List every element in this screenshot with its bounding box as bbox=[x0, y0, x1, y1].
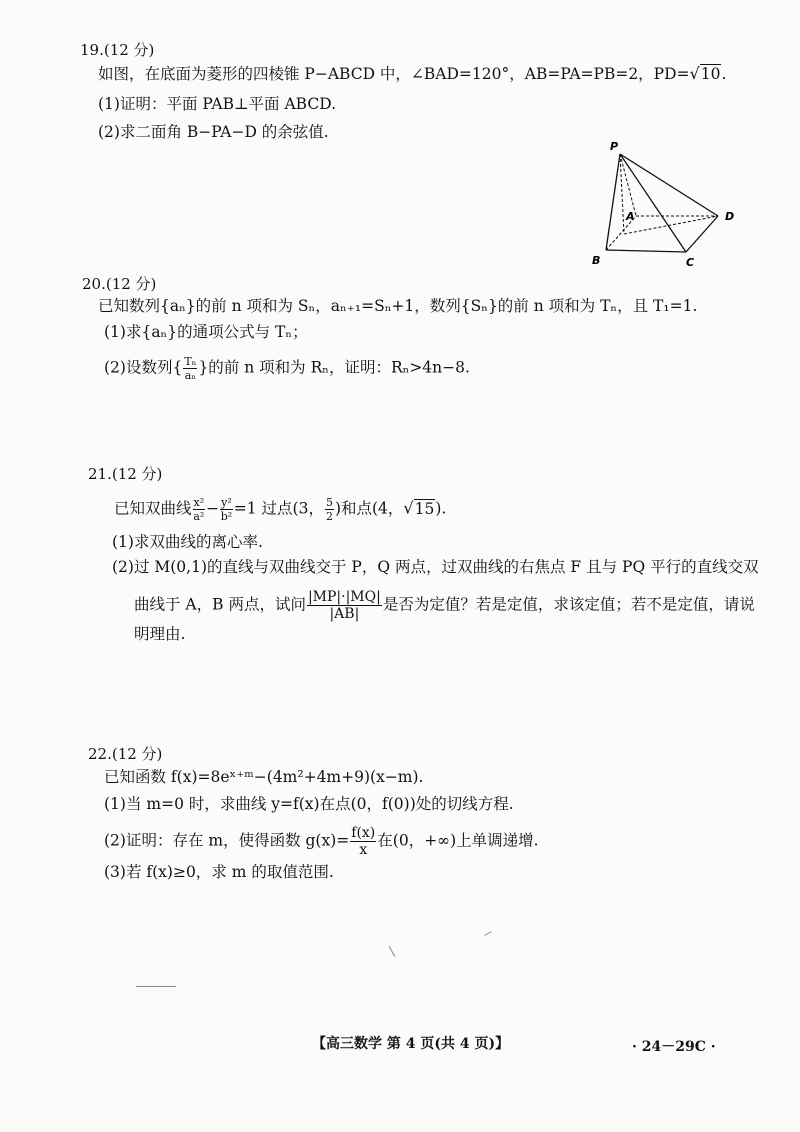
q20-stem: 已知数列{aₙ}的前 n 项和为 Sₙ，aₙ₊₁=Sₙ+1，数列{Sₙ}的前 n 项和为 Tₙ，且 T₁=1. bbox=[98, 297, 698, 315]
q21-frac-point-den: 2 bbox=[325, 510, 333, 523]
label-b: B bbox=[592, 254, 601, 267]
q20-fraction-num: Tₙ bbox=[184, 355, 197, 368]
q21-stem-c: )和点(4， bbox=[334, 499, 404, 518]
q22-fraction-den: x bbox=[359, 842, 368, 858]
q21-frac-y bbox=[220, 497, 233, 522]
footer-page-info: 【高三数学 第 4 页(共 4 页)】 bbox=[312, 1036, 510, 1052]
q21-stem bbox=[114, 497, 446, 522]
q21-stem-d: ). bbox=[435, 499, 447, 518]
q21-frac-x-den: a² bbox=[193, 510, 205, 523]
q19-sqrt-value: 10 bbox=[700, 65, 721, 83]
q19-stem bbox=[98, 64, 726, 84]
q19-number: 19.(12 分) bbox=[80, 41, 155, 59]
q22-part3: (3)若 f(x)≥0，求 m 的取值范围. bbox=[104, 863, 334, 881]
q20-part1: (1)求{aₙ}的通项公式与 Tₙ； bbox=[104, 323, 308, 341]
q21-stem-a: 已知双曲线 bbox=[114, 499, 192, 518]
q19-stem-end: . bbox=[721, 65, 727, 83]
q21-sqrt-value: 15 bbox=[414, 499, 435, 518]
label-c: C bbox=[686, 256, 695, 269]
footer-exam-code: · 24－29C · bbox=[632, 1039, 716, 1055]
scan-mark bbox=[389, 946, 396, 957]
q22-stem: 已知函数 f(x)=8eˣ⁺ᵐ−(4m²+4m+9)(x−m). bbox=[104, 768, 424, 786]
q21-ratio-num: |MP|·|MQ| bbox=[307, 589, 381, 605]
edge-bc bbox=[606, 250, 686, 252]
q22-number: 22.(12 分) bbox=[88, 745, 163, 763]
q21-stem-b: =1 过点(3， bbox=[233, 499, 324, 518]
q22-part2-b: 在(0，+∞)上单调递增. bbox=[377, 831, 539, 850]
q20-number: 20.(12 分) bbox=[82, 275, 157, 293]
q21-part2-line2-b: 是否为定值？若是定值，求该定值；若不是定值，请说 bbox=[382, 595, 755, 614]
q21-minus: − bbox=[206, 499, 220, 518]
q21-frac-point bbox=[325, 497, 334, 522]
q21-frac-x bbox=[193, 497, 206, 522]
q20-part2-b: }的前 n 项和为 Rₙ，证明：Rₙ>4n−8. bbox=[198, 358, 470, 377]
q21-part1: (1)求双曲线的离心率. bbox=[112, 533, 263, 551]
q20-part2-a: (2)设数列{ bbox=[104, 358, 183, 377]
q19-part1: (1)证明：平面 PAB⊥平面 ABCD. bbox=[98, 95, 337, 113]
q21-frac-point-num: 5 bbox=[325, 496, 333, 509]
q21-part2-line1: (2)过 M(0,1)的直线与双曲线交于 P，Q 两点，过双曲线的右焦点 F 且与 PQ 平行的直线交双 bbox=[112, 558, 759, 576]
q21-frac-x-num: x² bbox=[193, 496, 205, 509]
q21-ratio-fraction bbox=[307, 590, 382, 621]
q20-fraction-den: aₙ bbox=[184, 369, 197, 382]
q21-part2-line3: 明理由. bbox=[134, 625, 186, 643]
q21-frac-y-num: y² bbox=[221, 496, 232, 509]
scan-mark bbox=[484, 931, 491, 936]
q22-part2-a: (2)证明：存在 m，使得函数 g(x)= bbox=[104, 831, 350, 850]
q21-part2-line2 bbox=[134, 590, 755, 621]
q22-part2 bbox=[104, 826, 539, 857]
q21-ratio-den: |AB| bbox=[329, 606, 360, 622]
q19-stem-text: 如图，在底面为菱形的四棱锥 P−ABCD 中，∠BAD=120°，AB=PA=PB=2，PD= bbox=[98, 65, 690, 83]
q20-part2 bbox=[104, 356, 470, 381]
scan-mark bbox=[136, 986, 176, 987]
edge-pd bbox=[620, 154, 718, 216]
q21-frac-y-den: b² bbox=[220, 510, 233, 523]
edge-pc bbox=[620, 154, 686, 252]
q21-part2-line2-a: 曲线于 A，B 两点，试问 bbox=[134, 595, 306, 614]
q22-fraction bbox=[350, 826, 376, 857]
label-a: A bbox=[626, 210, 635, 223]
pyramid-figure bbox=[588, 140, 748, 270]
edge-pb bbox=[606, 154, 620, 250]
q22-part1: (1)当 m=0 时，求曲线 y=f(x)在点(0，f(0))处的切线方程. bbox=[104, 795, 514, 813]
q20-fraction bbox=[183, 356, 197, 381]
q21-sqrt-sign: √ bbox=[403, 498, 414, 518]
label-d: D bbox=[725, 210, 735, 223]
q19-sqrt-sign: √ bbox=[689, 64, 700, 83]
q22-fraction-num: f(x) bbox=[351, 825, 376, 841]
q21-number: 21.(12 分) bbox=[88, 465, 163, 483]
q19-part2: (2)求二面角 B−PA−D 的余弦值. bbox=[98, 123, 329, 141]
label-p: P bbox=[610, 140, 619, 153]
